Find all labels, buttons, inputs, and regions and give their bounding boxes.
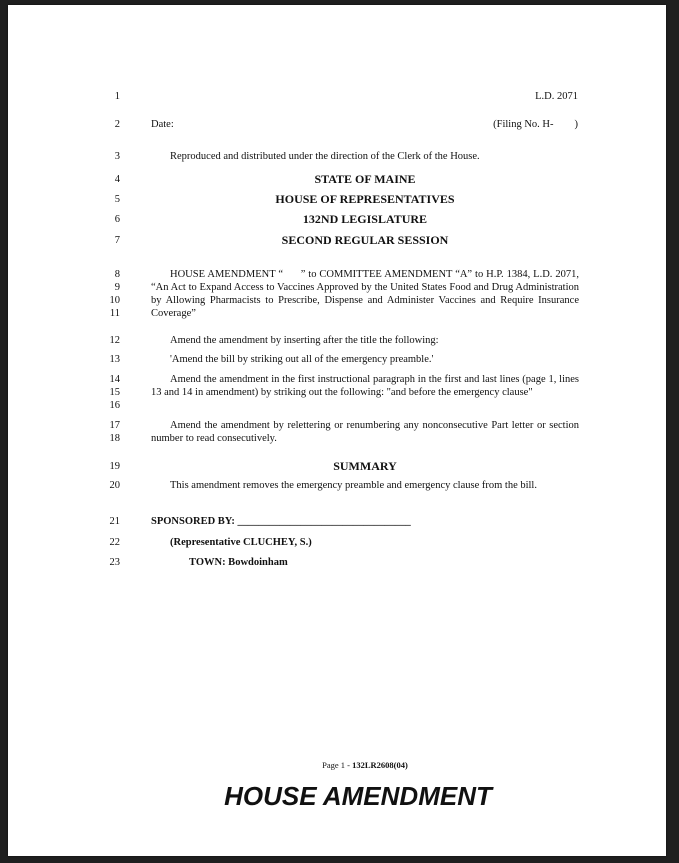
instruction-3: Amend the amendment in the first instructional paragraph in the first and last lines (page 1, lines 13 and 14 in amendment) by striking out the following: "and before the emergency clause" xyxy=(151,374,579,398)
line-number: 14 xyxy=(109,374,120,385)
sponsor-town: TOWN: Bowdoinham xyxy=(189,557,288,568)
heading-session: SECOND REGULAR SESSION xyxy=(281,233,449,247)
instruction-4: Amend the amendment by relettering or renumbering any nonconsecutive Part letter or section number to read consecutively. xyxy=(151,420,579,444)
ld-number: L.D. 2071 xyxy=(535,91,578,102)
sponsor-name: (Representative CLUCHEY, S.) xyxy=(170,537,312,548)
line-number: 5 xyxy=(114,194,120,205)
sponsored-by: SPONSORED BY: _________________________________ xyxy=(151,516,411,527)
amendment-intro: HOUSE AMENDMENT “ ” to COMMITTEE AMENDMENT “A” to H.P. 1384, L.D. 2071, “An Act to Expand Access to Vaccines Approved by the United States Food and Drug Administration by Allowing Pharmacists to Prescribe, Dispense and Administer Vaccines and Require Insurance Coverage” xyxy=(151,269,582,319)
heading-state: STATE OF MAINE xyxy=(314,172,416,186)
line-number: 18 xyxy=(109,433,120,444)
line-number: 11 xyxy=(109,308,120,319)
line-number: 12 xyxy=(109,335,120,346)
line-number: 15 xyxy=(109,387,120,398)
line-number: 4 xyxy=(114,174,120,185)
line-number: 1 xyxy=(114,91,120,102)
line-number: 7 xyxy=(114,235,120,246)
instruction-1: Amend the amendment by inserting after the title the following: xyxy=(170,335,439,346)
line-number: 2 xyxy=(114,119,120,130)
date-label: Date: xyxy=(151,119,174,130)
heading-legislature: 132ND LEGISLATURE xyxy=(302,212,428,226)
line-number: 8 xyxy=(114,269,120,280)
footer-title: HOUSE AMENDMENT xyxy=(224,781,492,811)
filing-number: (Filing No. H- ) xyxy=(493,119,578,130)
line-number: 9 xyxy=(114,282,120,293)
line-number: 6 xyxy=(114,214,120,225)
line-number: 17 xyxy=(109,420,120,431)
line-number: 16 xyxy=(109,400,120,411)
document-page xyxy=(8,5,666,856)
reproduced-line: Reproduced and distributed under the direction of the Clerk of the House. xyxy=(170,151,480,162)
summary-heading: SUMMARY xyxy=(333,459,397,473)
line-number: 13 xyxy=(109,354,120,365)
summary-text: This amendment removes the emergency preamble and emergency clause from the bill. xyxy=(170,480,537,491)
heading-house: HOUSE OF REPRESENTATIVES xyxy=(275,192,455,206)
line-number: 21 xyxy=(109,516,120,527)
instruction-2: 'Amend the bill by striking out all of the emergency preamble.' xyxy=(170,354,434,365)
page-footer-ref xyxy=(151,760,579,770)
footer-ref-text: Page 1 - 132LR2608(04) xyxy=(322,760,408,770)
footer-ref-code: 132LR2608(04) xyxy=(352,760,408,770)
line-number: 3 xyxy=(114,151,120,162)
line-number: 23 xyxy=(109,557,120,568)
line-number: 10 xyxy=(109,295,120,306)
line-number: 22 xyxy=(109,537,120,548)
line-number: 19 xyxy=(109,461,120,472)
line-number: 20 xyxy=(109,480,120,491)
